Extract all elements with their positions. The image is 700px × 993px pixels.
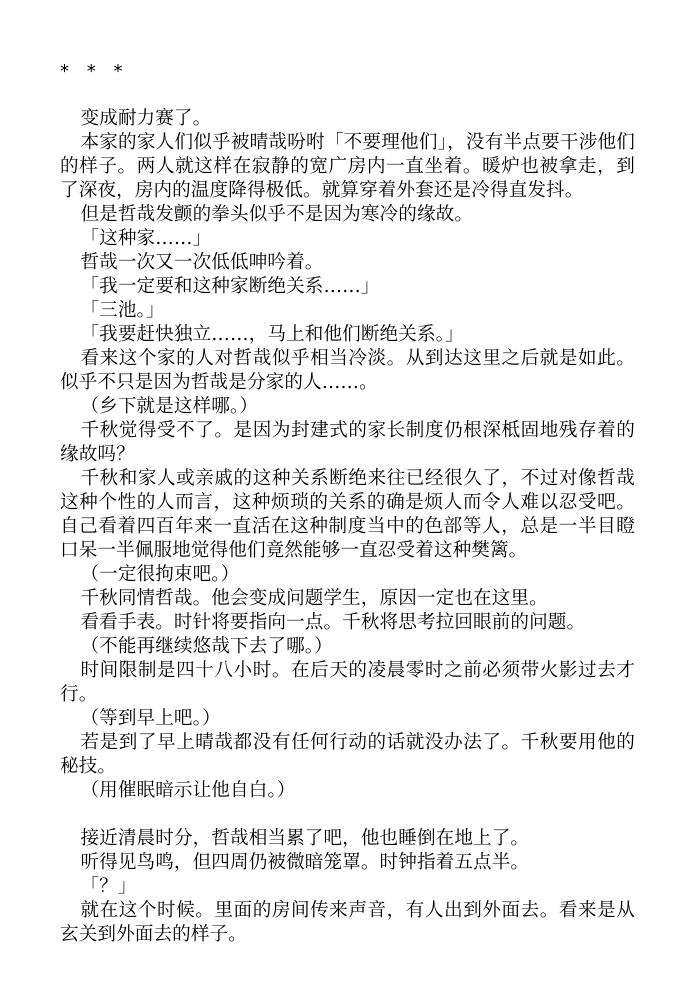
paragraph: 「这种家……」 — [80, 228, 212, 249]
paragraph: 但是哲哉发颤的拳头似乎不是因为寒冷的缘故。 — [80, 204, 474, 225]
paragraph: 千秋同情哲哉。他会变成问题学生，原因一定也在这里。 — [80, 588, 548, 609]
paragraph: 哲哉一次又一次低低呻吟着。 — [80, 252, 324, 273]
paragraph: （不能再继续悠哉下去了哪。） — [80, 636, 333, 657]
paragraph: 「？」 — [80, 876, 137, 897]
page-body — [60, 60, 635, 947]
paragraph: （乡下就是这样哪。） — [80, 396, 259, 417]
paragraph: 看看手表。时针将要指向一点。千秋将思考拉回眼前的问题。 — [80, 612, 586, 633]
paragraph: 就在这个时候。里面的房间传来声音，有人出到外面去。看来是从玄关到外面去的样子。 — [60, 900, 635, 945]
paragraph: 本家的家人们似乎被晴哉吩咐「不要理他们」，没有半点要干涉他们的样子。两人就这样在寂静的宽广房内一直坐着。暖炉也被拿走，到了深夜，房内的温度降得极低。就算穿着外套还是冷得直发抖。 — [60, 132, 635, 201]
scene-separator: * * * — [60, 61, 129, 82]
paragraph: 时间限制是四十八小时。在后天的凌晨零时之前必须带火影过去才行。 — [60, 660, 635, 705]
paragraph: （用催眠暗示让他自白。） — [80, 780, 296, 801]
paragraph: 千秋和家人或亲戚的这种关系断绝来往已经很久了，不过对像哲哉这种个性的人而言，这种烦琐的关系的确是烦人而令人难以忍受吧。自己看着四百年来一直活在这种制度当中的色部等人，总是一半目瞪口呆一半佩服地觉得他们竟然能够一直忍受着这种樊篱。 — [60, 468, 635, 561]
paragraph: 「我一定要和这种家断绝关系……」 — [80, 276, 380, 297]
section-break — [60, 803, 635, 827]
text-block-a — [60, 107, 635, 803]
paragraph: 若是到了早上晴哉都没有任何行动的话就没办法了。千秋要用他的秘技。 — [60, 732, 635, 777]
paragraph: 变成耐力赛了。 — [80, 108, 212, 129]
paragraph: 千秋觉得受不了。是因为封建式的家长制度仍根深柢固地残存着的缘故吗？ — [60, 420, 635, 465]
paragraph: （一定很拘束吧。） — [80, 564, 240, 585]
paragraph: 听得见鸟鸣，但四周仍被微暗笼罩。时钟指着五点半。 — [80, 852, 530, 873]
paragraph: 看来这个家的人对哲哉似乎相当冷淡。从到达这里之后就是如此。似乎不只是因为哲哉是分家的人……。 — [60, 348, 635, 393]
text-block-b — [60, 827, 635, 947]
paragraph: 「三池。」 — [80, 300, 165, 321]
paragraph: 接近清晨时分，哲哉相当累了吧，他也睡倒在地上了。 — [80, 828, 530, 849]
paragraph: 「我要赶快独立……，马上和他们断绝关系。」 — [80, 324, 464, 345]
paragraph: （等到早上吧。） — [80, 708, 221, 729]
